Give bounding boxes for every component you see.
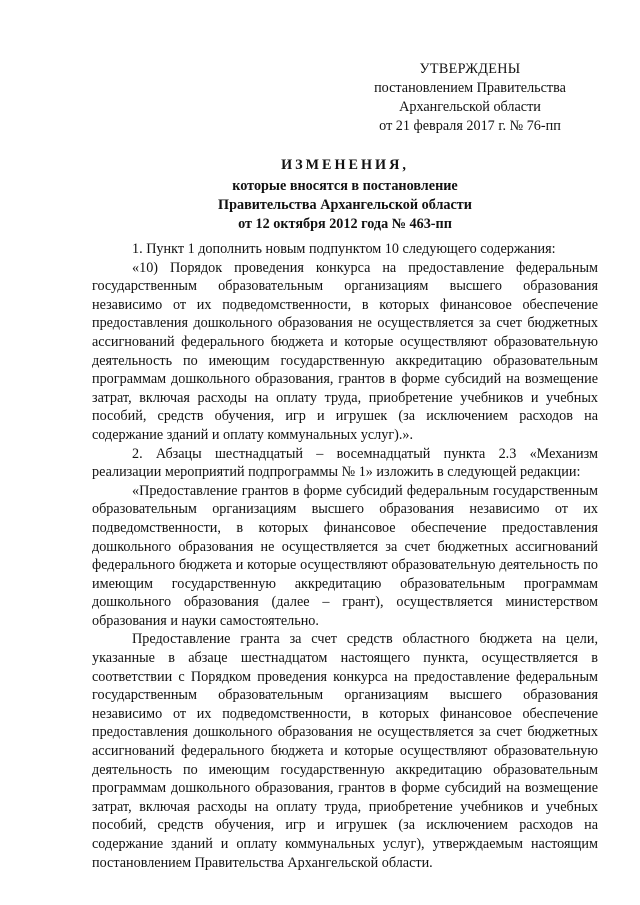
paragraph: Предоставление гранта за счет средств областного бюджета на цели, указанные в абзаце шестнадцатом настоящего пункта, осуществляется в соответствии с Порядком проведения конкурса на предоставление федеральным государственным образовательным организациям высшего образования независимо от их подведомственности, в которых финансовое обеспечение предоставления дошкольного образования не осуществляется за счет бюджетных ассигнований федерального бюджета и которые осуществляют образовательную деятельность по имеющим государственную аккредитацию образовательным программам дошкольного образования, грантов в форме субсидий на возмещение затрат, включая расходы на оплату труда, приобретение учебников и учебных пособий, средств обучения, игр и игрушек (за исключением расходов на содержание зданий и оплату коммунальных услуг), утверждаемым настоящим постановлением Правительства Архангельской области.: [92, 631, 598, 871]
title-line-4: от 12 октября 2012 года № 463-пп: [238, 216, 452, 232]
document-body: [92, 240, 598, 872]
title-line-1: ИЗМЕНЕНИЯ,: [281, 157, 409, 173]
title-line-2: которые вносятся в постановление: [232, 178, 458, 194]
approval-line-1: постановлением Правительства: [374, 80, 566, 96]
document-title: [90, 156, 600, 234]
title-line-3: Правительства Архангельской области: [218, 197, 472, 213]
paragraph: 1. Пункт 1 дополнить новым подпунктом 10 следующего содержания:: [132, 241, 556, 257]
approval-line-2: Архангельской области: [399, 99, 541, 115]
paragraph: 2. Абзацы шестнадцатый – восемнадцатый пункта 2.3 «Механизм реализации мероприятий подпрограммы № 1» изложить в следующей редакции:: [92, 445, 598, 481]
approval-stamp: [340, 60, 600, 136]
paragraph: «Предоставление грантов в форме субсидий федеральным государственным образовательным организациям высшего образования независимо от их подведомственности, в которых финансовое обеспечение предоставления дошкольного образования не осуществляется за счет бюджетных ассигнований федерального бюджета и которые осуществляют образовательную деятельность по имеющим государственную аккредитацию образовательным программам дошкольного образования (далее – грант), осуществляется министерством образования и науки самостоятельно.: [92, 482, 598, 629]
approval-line-3: от 21 февраля 2017 г. № 76-пп: [379, 118, 561, 134]
paragraph: «10) Порядок проведения конкурса на предоставление федеральным государственным образовательным организациям высшего образования независимо от их подведомственности, в которых финансовое обеспечение предоставления дошкольного образования не осуществляется за счет бюджетных ассигнований федерального бюджета и которые осуществляют образовательную деятельность по имеющим государственную аккредитацию образовательным программам дошкольного образования, грантов в форме субсидий на возмещение затрат, включая расходы на оплату труда, приобретение учебников и учебных пособий, средств обучения, игр и игрушек (за исключением расходов на содержание зданий и оплату коммунальных услуг).».: [92, 259, 598, 443]
approval-heading: УТВЕРЖДЕНЫ: [419, 61, 521, 77]
